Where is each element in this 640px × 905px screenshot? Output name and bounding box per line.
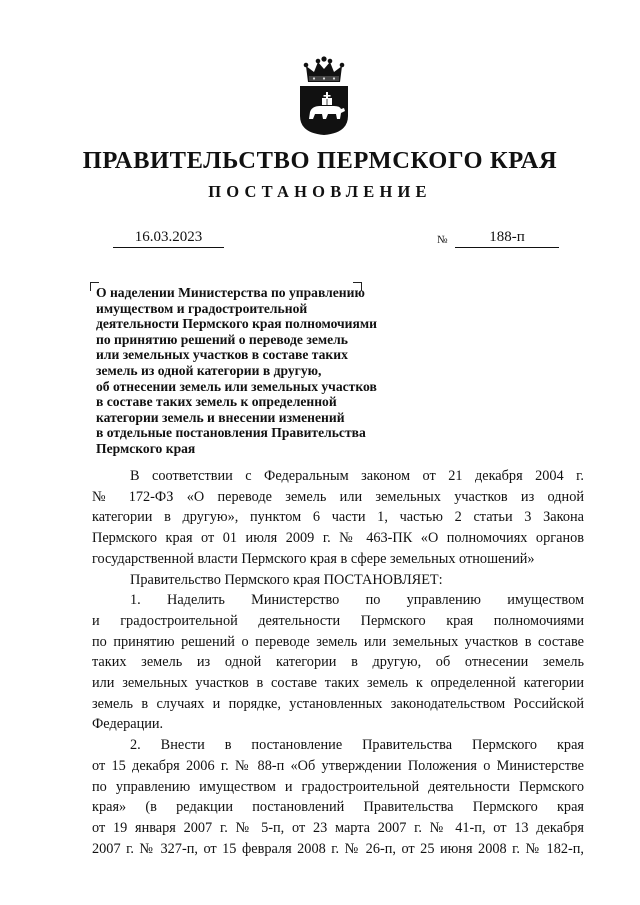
preamble-paragraph xyxy=(92,466,584,570)
text-line: 2. Внести в постановление Правительства Пермского края xyxy=(130,737,584,754)
number-label: № xyxy=(437,234,448,246)
document-body xyxy=(92,466,584,859)
subject-line: О наделении Министерства по управлению xyxy=(96,285,365,300)
item-2-paragraph xyxy=(92,735,584,859)
subject-line: по принятию решений о переводе земель xyxy=(96,331,348,347)
text-line: государственной власти Пермского края в сфере земельных отношений» xyxy=(92,550,535,567)
text-line: Пермского края от 01 июля 2009 г. № 463-ПК «О полномочиях органов xyxy=(92,530,584,547)
subject-line: в составе таких земель к определенной xyxy=(96,394,337,410)
text-line: или земельных участков в составе таких земель к определенной категории xyxy=(92,675,584,692)
text-line: края» (в редакции постановлений Правительства Пермского края xyxy=(92,799,584,816)
subject-line: об отнесении земель или земельных участков xyxy=(96,378,377,394)
subject-line: имуществом и градостроительной xyxy=(96,300,308,316)
document-type: ПОСТАНОВЛЕНИЕ xyxy=(208,182,432,201)
text-line: 2007 г. № 327-п, от 15 февраля 2008 г. № 26-п, от 25 июня 2008 г. № 182-п, xyxy=(92,840,584,857)
perm-krai-coat-of-arms-bear-icon xyxy=(296,56,352,136)
subject-line: Пермского края xyxy=(96,440,196,456)
text-line: В соответствии с Федеральным законом от 21 декабря 2004 г. xyxy=(130,468,584,484)
document-date: 16.03.2023 xyxy=(113,228,224,248)
text-line: по управлению имуществом и градостроительной деятельности Пермского xyxy=(92,778,584,795)
resolves-line: Правительство Пермского края ПОСТАНОВЛЯЕТ: xyxy=(130,571,443,588)
subject-line: деятельности Пермского края полномочиями xyxy=(96,316,377,332)
text-line: № 172-ФЗ «О переводе земель или земельных участков из одной xyxy=(92,488,584,505)
text-line: таких земель из одной категории в другую, об отнесении земель xyxy=(92,654,584,671)
subject-line: категории земель и внесении изменений xyxy=(96,409,345,425)
text-line: категории в другую», пунктом 6 части 1, частью 2 статьи 3 Закона xyxy=(92,509,584,526)
subject-line: в отдельные постановления Правительства xyxy=(96,425,366,441)
text-line: и градостроительной деятельности Пермского края полномочиями xyxy=(92,612,584,629)
text-line: земель в случаях и порядке, установленных законодательством Российской xyxy=(92,695,584,712)
text-line: по принятию решений о переводе земель или земельных участков в составе xyxy=(92,633,584,650)
text-line: от 15 декабря 2006 г. № 88-п «Об утверждении Положения о Министерстве xyxy=(92,757,584,774)
text-line: Федерации. xyxy=(92,716,164,733)
subject-line: или земельных участков в составе таких xyxy=(96,347,348,363)
government-title: ПРАВИТЕЛЬСТВО ПЕРМСКОГО КРАЯ xyxy=(82,147,558,174)
text-line: от 19 января 2007 г. № 5-п, от 23 марта 2007 г. № 41-п, от 13 декабря xyxy=(92,819,584,836)
document-subject xyxy=(96,285,426,457)
item-1-paragraph xyxy=(92,590,584,735)
text-line: 1. Наделить Министерство по управлению имуществом xyxy=(130,592,584,609)
subject-line: земель из одной категории в другую, xyxy=(96,362,322,378)
document-number: 188-п xyxy=(455,228,559,248)
